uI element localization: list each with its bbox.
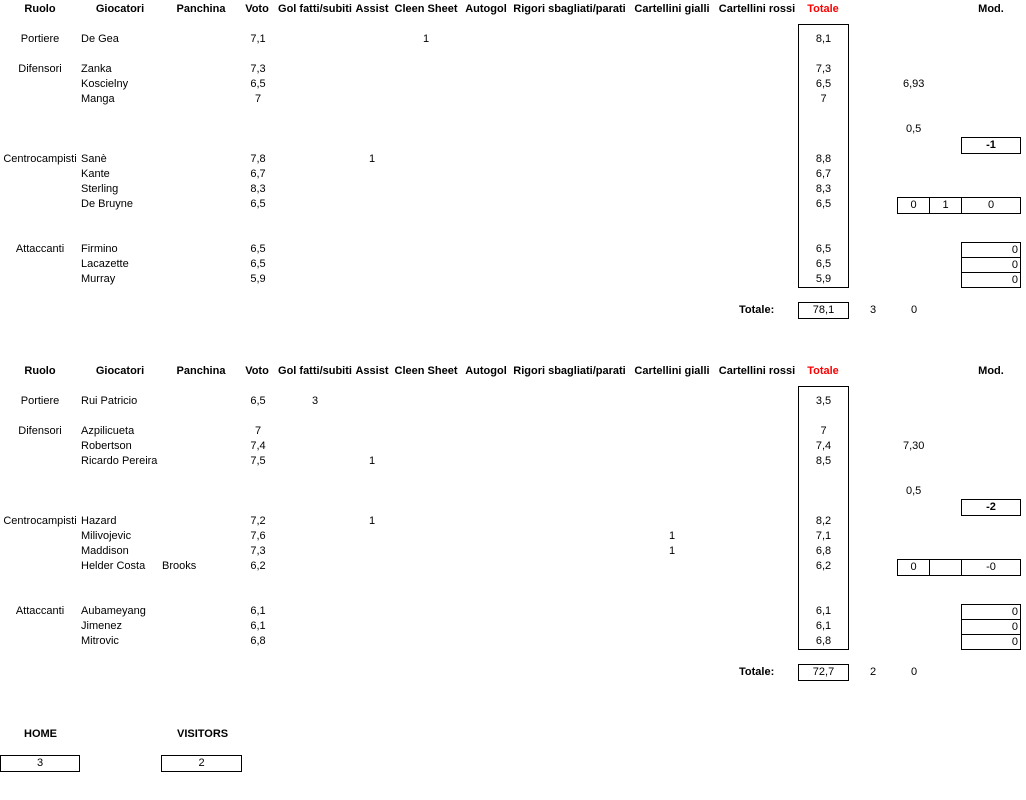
team1-header-ruolo: Ruolo <box>24 3 56 15</box>
team2-player-voto[interactable]: 7,4 <box>250 440 266 452</box>
team1-player-gol[interactable] <box>275 32 355 47</box>
team2-midfield-modifier-box[interactable]: -0 <box>961 559 1021 576</box>
team2-player-gol[interactable] <box>275 424 355 439</box>
team2-header-ruolo: Ruolo <box>24 365 56 377</box>
team2-player-gialli[interactable] <box>632 439 712 454</box>
team2-header-rossi: Cartellini rossi <box>718 365 796 377</box>
team2-player-totale: 6,8 <box>815 635 832 647</box>
team1-header-gol: Gol fatti/subiti <box>278 3 352 15</box>
team1-player-totale: 6,5 <box>815 243 832 255</box>
team2-header-totale: Totale <box>807 365 839 377</box>
team2-player-totale: 3,5 <box>815 395 832 407</box>
team1-player-name[interactable]: Murray <box>81 273 116 285</box>
team2-player-name[interactable]: Milivojevic <box>81 530 132 542</box>
team1-player-gialli[interactable] <box>632 167 712 182</box>
team2-player-voto[interactable]: 7,5 <box>250 455 266 467</box>
team1-player-gialli[interactable] <box>632 242 712 257</box>
team1-player-gialli[interactable] <box>632 92 712 107</box>
team1-player-totale: 7,3 <box>815 63 832 75</box>
team2-defense-modifier[interactable]: -2 <box>961 499 1021 516</box>
team2-header-gol: Gol fatti/subiti <box>278 365 352 377</box>
team1-player-voto[interactable]: 7,8 <box>250 153 266 165</box>
team1-player-assist[interactable] <box>355 62 389 77</box>
team2-player-cleen-sheet[interactable] <box>393 559 459 574</box>
team2-player-gol[interactable] <box>275 604 355 619</box>
team2-player-cleen-sheet[interactable] <box>393 454 459 469</box>
team2-header-mod: Mod. <box>978 365 1004 377</box>
team2-defense-average: 7,30 <box>903 440 925 452</box>
team1-player-voto[interactable]: 6,5 <box>250 258 266 270</box>
team2-player-gialli[interactable] <box>632 559 712 574</box>
team1-attack-modifier-box[interactable]: 0 <box>961 257 1021 273</box>
team2-player-gialli[interactable] <box>632 619 712 634</box>
team2-player-name[interactable]: Aubameyang <box>81 605 146 617</box>
team1-midfield-modifier-box[interactable]: 1 <box>929 197 962 214</box>
team1-defense-average: 6,93 <box>903 78 925 90</box>
team2-player-voto[interactable]: 7,6 <box>250 530 266 542</box>
team1-player-gol[interactable] <box>275 182 355 197</box>
team2-player-assist[interactable] <box>355 559 389 574</box>
team1-header-autogol: Autogol <box>465 3 507 15</box>
team2-midfield-modifier-box[interactable]: 0 <box>897 559 930 576</box>
team1-player-gialli[interactable] <box>632 77 712 92</box>
team2-player-bench[interactable]: Brooks <box>162 560 197 572</box>
team1-player-gialli[interactable] <box>632 257 712 272</box>
team2-player-gialli[interactable] <box>632 424 712 439</box>
team2-player-gialli[interactable] <box>632 394 712 409</box>
team2-player-voto[interactable]: 6,5 <box>250 395 266 407</box>
team1-player-totale: 6,5 <box>815 198 832 210</box>
team1-player-voto[interactable]: 6,5 <box>250 78 266 90</box>
team1-player-cleen-sheet[interactable] <box>393 77 459 92</box>
team2-player-totale: 8,5 <box>815 455 832 467</box>
team1-header-gialli: Cartellini gialli <box>634 3 710 15</box>
team1-midfield-modifier-box[interactable]: 0 <box>897 197 930 214</box>
team2-player-name[interactable]: Helder Costa <box>81 560 146 572</box>
team1-role-difensori: Difensori <box>18 63 62 75</box>
team1-player-assist[interactable] <box>355 167 389 182</box>
team2-player-gialli[interactable]: 1 <box>668 530 676 542</box>
team2-header-assist: Assist <box>355 365 389 377</box>
team1-player-name[interactable]: Sterling <box>81 183 119 195</box>
team2-player-name[interactable]: Rui Patricio <box>81 395 138 407</box>
team1-player-assist[interactable] <box>355 257 389 272</box>
team2-player-assist[interactable] <box>355 424 389 439</box>
team1-player-gialli[interactable] <box>632 272 712 287</box>
team2-player-voto[interactable]: 6,1 <box>250 605 266 617</box>
team1-player-assist[interactable]: 1 <box>368 153 376 165</box>
team1-player-assist[interactable] <box>355 182 389 197</box>
team2-player-name[interactable]: Robertson <box>81 440 132 452</box>
team1-player-assist[interactable] <box>355 197 389 212</box>
team1-player-totale: 7 <box>820 93 827 105</box>
team2-player-cleen-sheet[interactable] <box>393 394 459 409</box>
team1-header-mod: Mod. <box>978 3 1004 15</box>
team2-player-totale: 7,1 <box>815 530 832 542</box>
team1-header-voto: Voto <box>245 3 269 15</box>
team1-player-assist[interactable] <box>355 77 389 92</box>
team2-player-voto[interactable]: 6,1 <box>250 620 266 632</box>
team2-player-gol[interactable]: 3 <box>311 395 319 407</box>
home-score[interactable]: 3 <box>0 755 80 772</box>
team2-player-cleen-sheet[interactable] <box>393 634 459 649</box>
team2-header-cleen: Cleen Sheet <box>394 365 458 377</box>
team2-header-panchina: Panchina <box>176 365 226 377</box>
team2-attack-modifier-box[interactable]: 0 <box>961 634 1021 650</box>
team2-attack-modifier-box[interactable]: 0 <box>961 619 1021 635</box>
team1-player-totale: 8,3 <box>815 183 832 195</box>
team1-player-cleen-sheet[interactable] <box>393 62 459 77</box>
team2-player-name[interactable]: Azpilicueta <box>81 425 135 437</box>
team2-player-gol[interactable] <box>275 454 355 469</box>
team2-header-gialli: Cartellini gialli <box>634 365 710 377</box>
team2-player-totale: 7,4 <box>815 440 832 452</box>
team2-player-totale: 6,1 <box>815 620 832 632</box>
team2-player-totale: 7 <box>820 425 827 437</box>
team1-player-gol[interactable] <box>275 152 355 167</box>
team1-header-panchina: Panchina <box>176 3 226 15</box>
team2-player-cleen-sheet[interactable] <box>393 514 459 529</box>
team1-player-gialli[interactable] <box>632 197 712 212</box>
team1-player-totale: 6,5 <box>815 78 832 90</box>
team2-header-giocatori: Giocatori <box>95 365 145 377</box>
team1-player-assist[interactable] <box>355 92 389 107</box>
team2-player-assist[interactable] <box>355 634 389 649</box>
team2-player-assist[interactable] <box>355 544 389 559</box>
team1-player-gol[interactable] <box>275 62 355 77</box>
team1-player-cleen-sheet[interactable] <box>393 92 459 107</box>
team1-player-cleen-sheet[interactable] <box>393 197 459 212</box>
team1-player-gol[interactable] <box>275 77 355 92</box>
team1-player-voto[interactable]: 7,1 <box>250 33 266 45</box>
team2-player-assist[interactable]: 1 <box>368 455 376 467</box>
team1-attack-modifier-box[interactable]: 0 <box>961 272 1021 288</box>
team1-player-cleen-sheet[interactable] <box>393 167 459 182</box>
team1-totale-value: 78,1 <box>798 302 849 319</box>
team2-player-cleen-sheet[interactable] <box>393 424 459 439</box>
team1-player-voto[interactable]: 7 <box>254 93 262 105</box>
team1-player-name[interactable]: De Gea <box>81 33 119 45</box>
team1-player-name[interactable]: Firmino <box>81 243 118 255</box>
team2-player-cleen-sheet[interactable] <box>393 619 459 634</box>
team1-header-totale: Totale <box>807 3 839 15</box>
team2-player-voto[interactable]: 7,3 <box>250 545 266 557</box>
team2-player-assist[interactable] <box>355 604 389 619</box>
team1-player-gialli[interactable] <box>632 62 712 77</box>
team2-midfield-modifier-box[interactable] <box>929 559 962 576</box>
team2-player-gialli[interactable] <box>632 634 712 649</box>
team1-player-gol[interactable] <box>275 92 355 107</box>
team1-player-assist[interactable] <box>355 32 389 47</box>
team1-extra: 0 <box>910 304 918 316</box>
team1-player-gol[interactable] <box>275 272 355 287</box>
team1-player-voto[interactable]: 5,9 <box>250 273 266 285</box>
team1-header-cleen: Cleen Sheet <box>394 3 458 15</box>
team2-player-gol[interactable] <box>275 559 355 574</box>
team2-player-totale: 6,8 <box>815 545 832 557</box>
team1-player-totale: 8,8 <box>815 153 832 165</box>
team1-player-gialli[interactable] <box>632 32 712 47</box>
team2-player-cleen-sheet[interactable] <box>393 544 459 559</box>
team1-attack-modifier-box[interactable]: 0 <box>961 242 1021 258</box>
team1-player-voto[interactable]: 6,7 <box>250 168 266 180</box>
team1-player-cleen-sheet[interactable] <box>393 257 459 272</box>
team2-extra: 0 <box>910 666 918 678</box>
team1-player-gol[interactable] <box>275 257 355 272</box>
team2-modifier-half: 0,5 <box>906 485 922 497</box>
team2-player-assist[interactable] <box>355 439 389 454</box>
team2-player-gol[interactable] <box>275 544 355 559</box>
team1-header-rossi: Cartellini rossi <box>718 3 796 15</box>
team2-header-autogol: Autogol <box>465 365 507 377</box>
team1-player-totale: 8,1 <box>815 33 832 45</box>
team2-player-voto[interactable]: 7 <box>254 425 262 437</box>
team2-player-voto[interactable]: 7,2 <box>250 515 266 527</box>
team2-player-name[interactable]: Ricardo Pereira <box>81 455 158 467</box>
team2-player-gialli[interactable] <box>632 514 712 529</box>
team2-player-totale: 6,1 <box>815 605 832 617</box>
team2-player-assist[interactable] <box>355 529 389 544</box>
team2-player-gol[interactable] <box>275 634 355 649</box>
team1-header-rigori: Rigori sbagliati/parati <box>513 3 626 15</box>
team1-player-cleen-sheet[interactable] <box>393 272 459 287</box>
team1-player-voto[interactable]: 6,5 <box>250 198 266 210</box>
team1-player-gol[interactable] <box>275 167 355 182</box>
team2-role-portiere: Portiere <box>20 395 60 407</box>
team2-player-voto[interactable]: 6,8 <box>250 635 266 647</box>
team2-player-name[interactable]: Mitrovic <box>81 635 119 647</box>
team2-role-centrocampisti: Centrocampisti <box>3 515 77 527</box>
team2-attack-modifier-box[interactable]: 0 <box>961 604 1021 620</box>
team2-player-assist[interactable] <box>355 619 389 634</box>
team2-player-gol[interactable] <box>275 529 355 544</box>
team2-player-totale: 8,2 <box>815 515 832 527</box>
team1-player-gialli[interactable] <box>632 152 712 167</box>
team2-player-name[interactable]: Maddison <box>81 545 129 557</box>
team2-player-gol[interactable] <box>275 514 355 529</box>
visitors-score[interactable]: 2 <box>161 755 242 772</box>
team2-player-gol[interactable] <box>275 619 355 634</box>
team1-player-cleen-sheet[interactable]: 1 <box>422 33 430 45</box>
team2-totale-value: 72,7 <box>798 664 849 681</box>
team1-player-name[interactable]: De Bruyne <box>81 198 133 210</box>
team1-player-name[interactable]: Zanka <box>81 63 112 75</box>
team1-player-assist[interactable] <box>355 272 389 287</box>
team2-player-gialli[interactable] <box>632 454 712 469</box>
team1-defense-modifier[interactable]: -1 <box>961 137 1021 154</box>
team2-role-difensori: Difensori <box>18 425 62 437</box>
team2-player-name[interactable]: Jimenez <box>81 620 122 632</box>
team1-player-gol[interactable] <box>275 197 355 212</box>
team1-goals: 3 <box>869 304 877 316</box>
team1-player-gialli[interactable] <box>632 182 712 197</box>
team2-player-cleen-sheet[interactable] <box>393 439 459 454</box>
team1-midfield-modifier-box[interactable]: 0 <box>961 197 1021 214</box>
team1-player-assist[interactable] <box>355 242 389 257</box>
team1-totale-label: Totale: <box>739 304 775 316</box>
team2-goals: 2 <box>869 666 877 678</box>
team1-role-portiere: Portiere <box>20 33 60 45</box>
team2-player-voto[interactable]: 6,2 <box>250 560 266 572</box>
team1-role-centrocampisti: Centrocampisti <box>3 153 77 165</box>
team2-player-totale: 6,2 <box>815 560 832 572</box>
team2-header-rigori: Rigori sbagliati/parati <box>513 365 626 377</box>
team2-player-cleen-sheet[interactable] <box>393 529 459 544</box>
team1-player-cleen-sheet[interactable] <box>393 182 459 197</box>
team1-player-name[interactable]: Lacazette <box>81 258 129 270</box>
team2-player-cleen-sheet[interactable] <box>393 604 459 619</box>
team1-player-voto[interactable]: 7,3 <box>250 63 266 75</box>
team1-player-name[interactable]: Manga <box>81 93 115 105</box>
team2-role-attaccanti: Attaccanti <box>15 605 65 617</box>
team1-player-totale: 5,9 <box>815 273 832 285</box>
team2-player-name[interactable]: Hazard <box>81 515 117 527</box>
team1-player-gol[interactable] <box>275 242 355 257</box>
team1-player-totale: 6,7 <box>815 168 832 180</box>
team1-header-giocatori: Giocatori <box>95 3 145 15</box>
team2-player-assist[interactable]: 1 <box>368 515 376 527</box>
team2-player-gialli[interactable] <box>632 604 712 619</box>
team1-header-assist: Assist <box>355 3 389 15</box>
team1-player-cleen-sheet[interactable] <box>393 242 459 257</box>
team1-role-attaccanti: Attaccanti <box>15 243 65 255</box>
team2-player-assist[interactable] <box>355 394 389 409</box>
team1-player-voto[interactable]: 8,3 <box>250 183 266 195</box>
team2-player-gol[interactable] <box>275 439 355 454</box>
visitors-label: VISITORS <box>177 728 229 740</box>
home-label: HOME <box>24 728 57 740</box>
team1-player-voto[interactable]: 6,5 <box>250 243 266 255</box>
team1-modifier-half: 0,5 <box>906 123 922 135</box>
team2-header-voto: Voto <box>245 365 269 377</box>
team2-totale-label: Totale: <box>739 666 775 678</box>
team1-player-name[interactable]: Koscielny <box>81 78 129 90</box>
team1-player-totale: 6,5 <box>815 258 832 270</box>
team2-player-gialli[interactable]: 1 <box>668 545 676 557</box>
team1-player-name[interactable]: Sanè <box>81 153 107 165</box>
team1-player-name[interactable]: Kante <box>81 168 110 180</box>
team1-player-cleen-sheet[interactable] <box>393 152 459 167</box>
